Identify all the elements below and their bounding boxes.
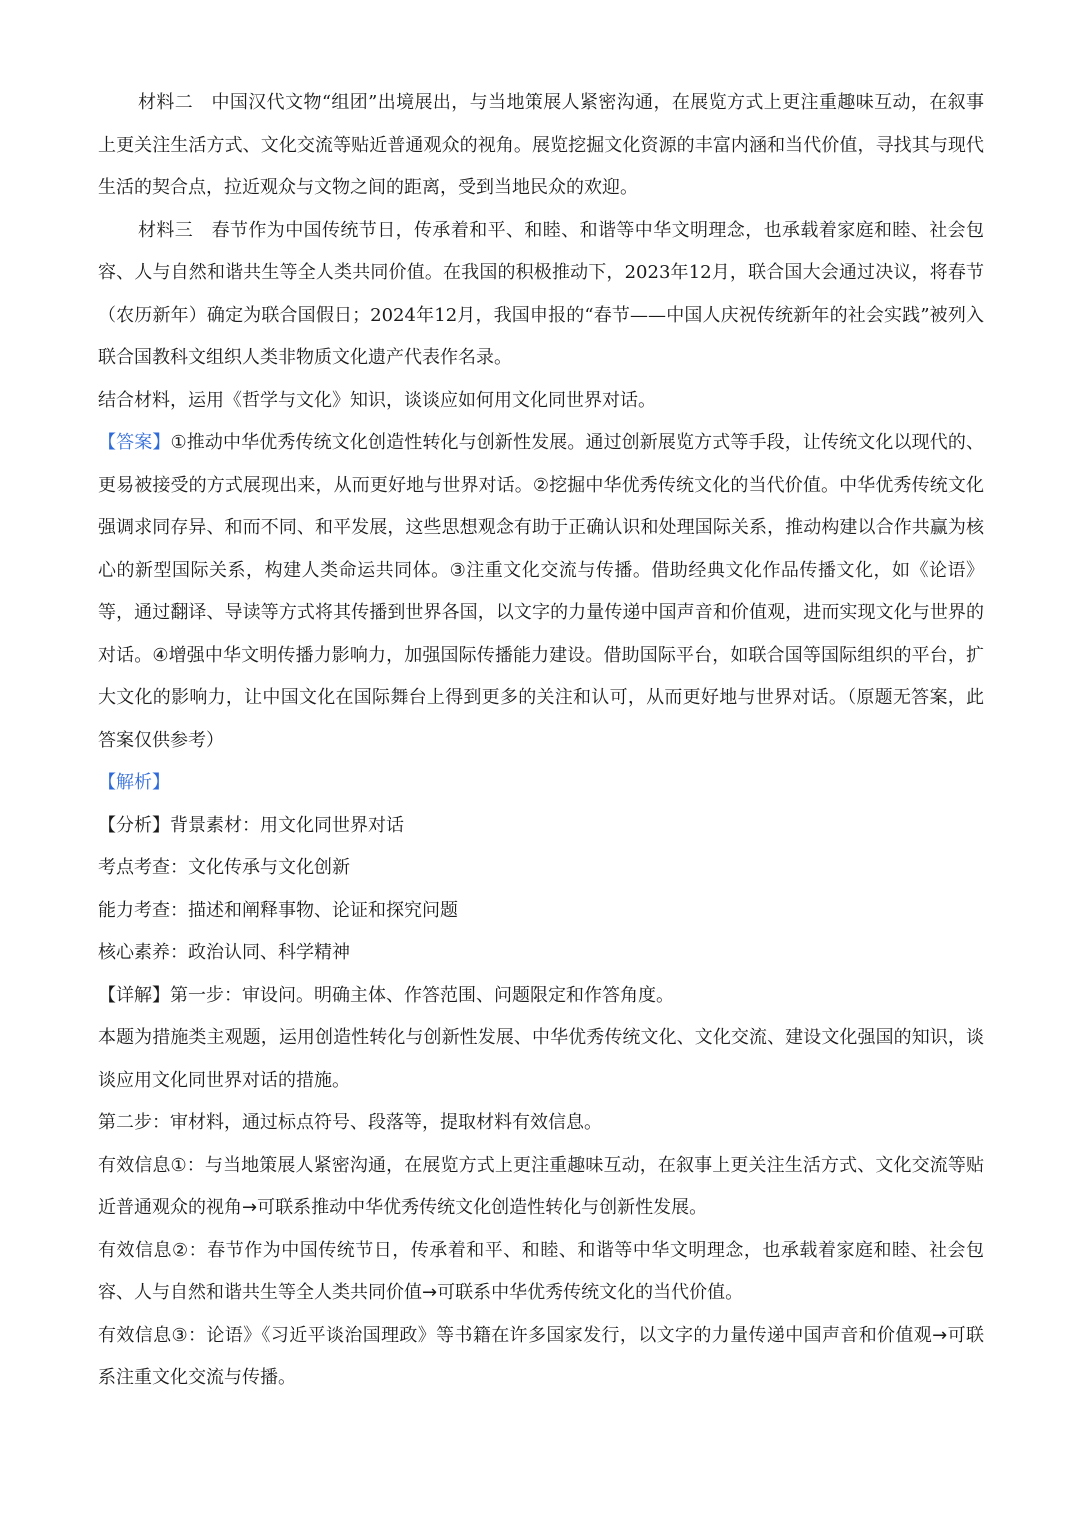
answer-paragraph bbox=[98, 422, 984, 762]
material-two-label: 材料二 bbox=[138, 92, 194, 113]
analysis-core-literacy: 核心素养：政治认同、科学精神 bbox=[98, 942, 350, 963]
effective-info-one: 有效信息①：与当地策展人紧密沟通，在展览方式上更注重趣味互动，在叙事上更关注生活方式、文化交流等贴近普通观众的视角→可联系推动中华优秀传统文化创造性转化与创新性发展。 bbox=[98, 1154, 984, 1218]
effective-info-two: 有效信息②：春节作为中国传统节日，传承着和平、和睦、和谐等中华文明理念，也承载着家庭和睦、社会包容、人与自然和谐共生等全人类共同价值→可联系中华优秀传统文化的当代价值。 bbox=[98, 1239, 984, 1303]
question-text: 结合材料，运用《哲学与文化》知识，谈谈应如何用文化同世界对话。 bbox=[98, 389, 656, 411]
analysis-test-point: 考点考查：文化传承与文化创新 bbox=[98, 857, 350, 878]
detail-step-one bbox=[98, 975, 984, 1018]
analysis-ability: 能力考查：描述和阐释事物、论证和探究问题 bbox=[98, 899, 458, 921]
material-two-text: 中国汉代文物“组团”出境展出，与当地策展人紧密沟通，在展览方式上更注重趣味互动，在叙事上更关注生活方式、文化交流等贴近普通观众的视角。展览挖掘文化资源的丰富内涵和当代价值，寻找其与现代生活的契合点，拉近观众与文物之间的距离，受到当地民众的欢迎。 bbox=[98, 92, 985, 198]
effective-info-three: 有效信息③：论语》《习近平谈治国理政》等书籍在许多国家发行，以文字的力量传递中国声音和价值观→可联系注重文化交流与传播。 bbox=[98, 1324, 984, 1388]
material-two-paragraph bbox=[98, 82, 984, 210]
detail-step-one-text: 第一步：审设问。明确主体、作答范围、问题限定和作答角度。 bbox=[170, 984, 674, 1006]
material-three-paragraph bbox=[98, 210, 984, 380]
answer-text: ①推动中华优秀传统文化创造性转化与创新性发展。通过创新展览方式等手段，让传统文化以现代的、更易被接受的方式展现出来，从而更好地与世界对话。②挖掘中华优秀传统文化的当代价值。中华优秀传统文化强调求同存异、和而不同、和平发展，这些思想观念有助于正确认识和处理国际关系，推动构建以合作共赢为核心的新型国际关系，构建人类命运共同体。③注重文化交流与传播。借助经典文化作品传播文化，如《论语》等，通过翻译、导读等方式将其传播到世界各国，以文字的力量传递中国声音和价值观，进而实现文化与世界的对话。④增强中华文明传播力影响力，加强国际传播能力建设。借助国际平台，如联合国等国际组织的平台，扩大文化的影响力，让中国文化在国际舞台上得到更多的关注和认可，从而更好地与世界对话。（原题无答案，此答案仅供参考） bbox=[98, 432, 985, 751]
analysis-tag: 【解析】 bbox=[98, 772, 170, 793]
answer-tag: 【答案】 bbox=[98, 432, 171, 453]
material-three-label: 材料三 bbox=[138, 219, 194, 241]
material-three-text: 春节作为中国传统节日，传承着和平、和睦、和谐等中华文明理念，也承载着家庭和睦、社会包容、人与自然和谐共生等全人类共同价值。在我国的积极推动下，2023年12月，联合国大会通过决议，将春节（农历新年）确定为联合国假日；2024年12月，我国申报的“春节——中国人庆祝传统新年的社会实践”被列入联合国教科文组织人类非物质文化遗产代表作名录。 bbox=[98, 219, 984, 368]
document-page bbox=[98, 82, 984, 1400]
analysis-background: 【分析】背景素材：用文化同世界对话 bbox=[98, 814, 404, 836]
detail-step-two: 第二步：审材料，通过标点符号、段落等，提取材料有效信息。 bbox=[98, 1112, 602, 1133]
detail-paragraph-one: 本题为措施类主观题，运用创造性转化与创新性发展、中华优秀传统文化、文化交流、建设文化强国的知识，谈谈应用文化同世界对话的措施。 bbox=[98, 1027, 984, 1091]
detail-tag: 【详解】 bbox=[98, 984, 170, 1006]
